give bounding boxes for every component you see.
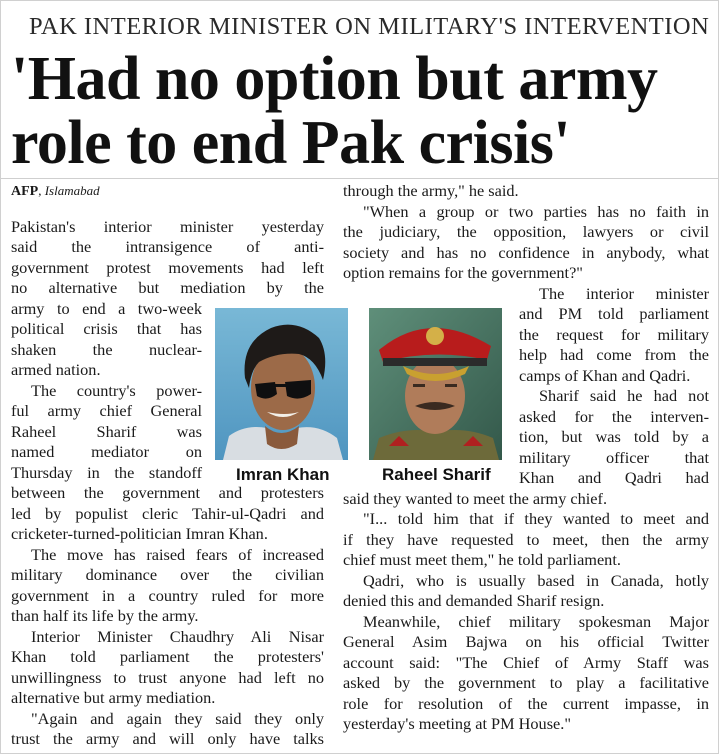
body-text-line: "When a group or two parties has no faith in: [363, 202, 709, 221]
body-text-line: government protest movements had left: [11, 258, 324, 277]
body-text-line: Thursday in the standoff: [11, 463, 202, 482]
body-text-line: Khan told parliament the protesters': [11, 647, 324, 666]
byline-agency: AFP: [11, 184, 39, 199]
body-text-line: government in a country ruled for more: [11, 586, 324, 605]
body-text-line: ful army chief General: [11, 401, 202, 420]
body-text-line: cricketer-turned-politician Imran Khan.: [11, 524, 268, 543]
body-text-line: the judiciary, the opposition, lawyers or civil: [343, 222, 709, 241]
body-text-line: army to end a two-week: [11, 299, 202, 318]
body-text-line: asked for the interven-: [519, 407, 709, 426]
body-text-line: Interior Minister Chaudhry Ali Nisar: [31, 627, 324, 646]
body-text-line: asked by the government to play a facilitative: [343, 673, 709, 692]
body-text-line: named mediator on: [11, 442, 202, 461]
body-text-line: The move has raised fears of increased: [31, 545, 324, 564]
body-text-line: General Asim Bajwa on his official Twitter: [343, 632, 709, 651]
body-text-line: The country's power-: [31, 381, 202, 400]
body-text-line: through the army," he said.: [343, 181, 519, 200]
byline: [11, 183, 100, 200]
body-text-line: if they have requested to meet, then the army: [343, 530, 709, 549]
body-text-line: "I... told him that if they wanted to meet and: [363, 509, 709, 528]
body-text-line: Meanwhile, chief military spokesman Major: [363, 612, 709, 631]
body-text-line: Sharif said he had not: [539, 386, 709, 405]
body-text-line: than half its life by the army.: [11, 606, 199, 625]
body-text-line: said the intransigence of anti-: [11, 237, 324, 256]
body-text-line: said they wanted to meet the army chief.: [343, 489, 608, 508]
body-text-line: chief must meet them," he told parliament.: [343, 550, 621, 569]
body-text-line: account said: "The Chief of Army Staff was: [343, 653, 709, 672]
body-text-line: Raheel Sharif was: [11, 422, 202, 441]
body-text-line: denied this and demanded Sharif resign.: [343, 591, 605, 610]
photo-raheel-sharif: [369, 308, 502, 460]
body-text-line: military officer that: [519, 448, 709, 467]
body-text-line: help had come from the: [519, 345, 709, 364]
body-text-line: political crisis that has: [11, 319, 202, 338]
body-text-line: armed nation.: [11, 360, 101, 379]
body-text-line: shaken the nuclear-: [11, 340, 202, 359]
body-text-line: Pakistan's interior minister yesterday: [11, 217, 324, 236]
body-text-line: society and has no confidence in anybody, what: [343, 243, 709, 262]
headline: [11, 47, 711, 175]
body-text-line: military dominance over the civilian: [11, 565, 324, 584]
portrait-man-sunglasses-icon: [215, 308, 348, 460]
portrait-army-general-icon: [369, 308, 502, 460]
body-text-line: Qadri, who is usually based in Canada, hotly: [363, 571, 709, 590]
body-text-line: yesterday's meeting at PM House.": [343, 714, 571, 733]
body-text-line: between the government and protesters: [11, 483, 324, 502]
body-text-line: no alternative but mediation by the: [11, 278, 324, 297]
kicker: PAK INTERIOR MINISTER ON MILITARY'S INTERVENTION: [29, 13, 710, 40]
byline-place: Islamabad: [44, 183, 100, 198]
photo-imran-khan: [215, 308, 348, 460]
divider: [1, 178, 719, 179]
body-text-line: trust the army and will only have talks: [11, 729, 324, 748]
photo-caption-raheel-sharif: Raheel Sharif: [382, 465, 491, 484]
headline-line-1: 'Had no option but army: [11, 45, 658, 113]
body-text-line: tion, but was told by a: [519, 427, 709, 446]
body-text-line: and PM told parliament: [519, 304, 709, 323]
body-text-line: option remains for the government?": [343, 263, 583, 282]
body-text-line: led by populist cleric Tahir-ul-Qadri and: [11, 504, 324, 523]
body-text-line: The interior minister: [539, 284, 709, 303]
byline-separator: ,: [38, 183, 45, 198]
body-text-line: alternative but army mediation.: [11, 688, 216, 707]
body-text-line: the request for military: [519, 325, 709, 344]
body-text-line: "Again and again they said they only: [31, 709, 324, 728]
body-text-line: unwillingness to trust anyone had left no: [11, 668, 324, 687]
body-text-line: Khan and Qadri had: [519, 468, 709, 487]
body-text-line: camps of Khan and Qadri.: [519, 366, 691, 385]
body-text-line: role for resolution of the current impasse, in: [343, 694, 709, 713]
photo-caption-imran-khan: Imran Khan: [236, 465, 330, 484]
headline-line-2: role to end Pak crisis': [11, 109, 571, 177]
